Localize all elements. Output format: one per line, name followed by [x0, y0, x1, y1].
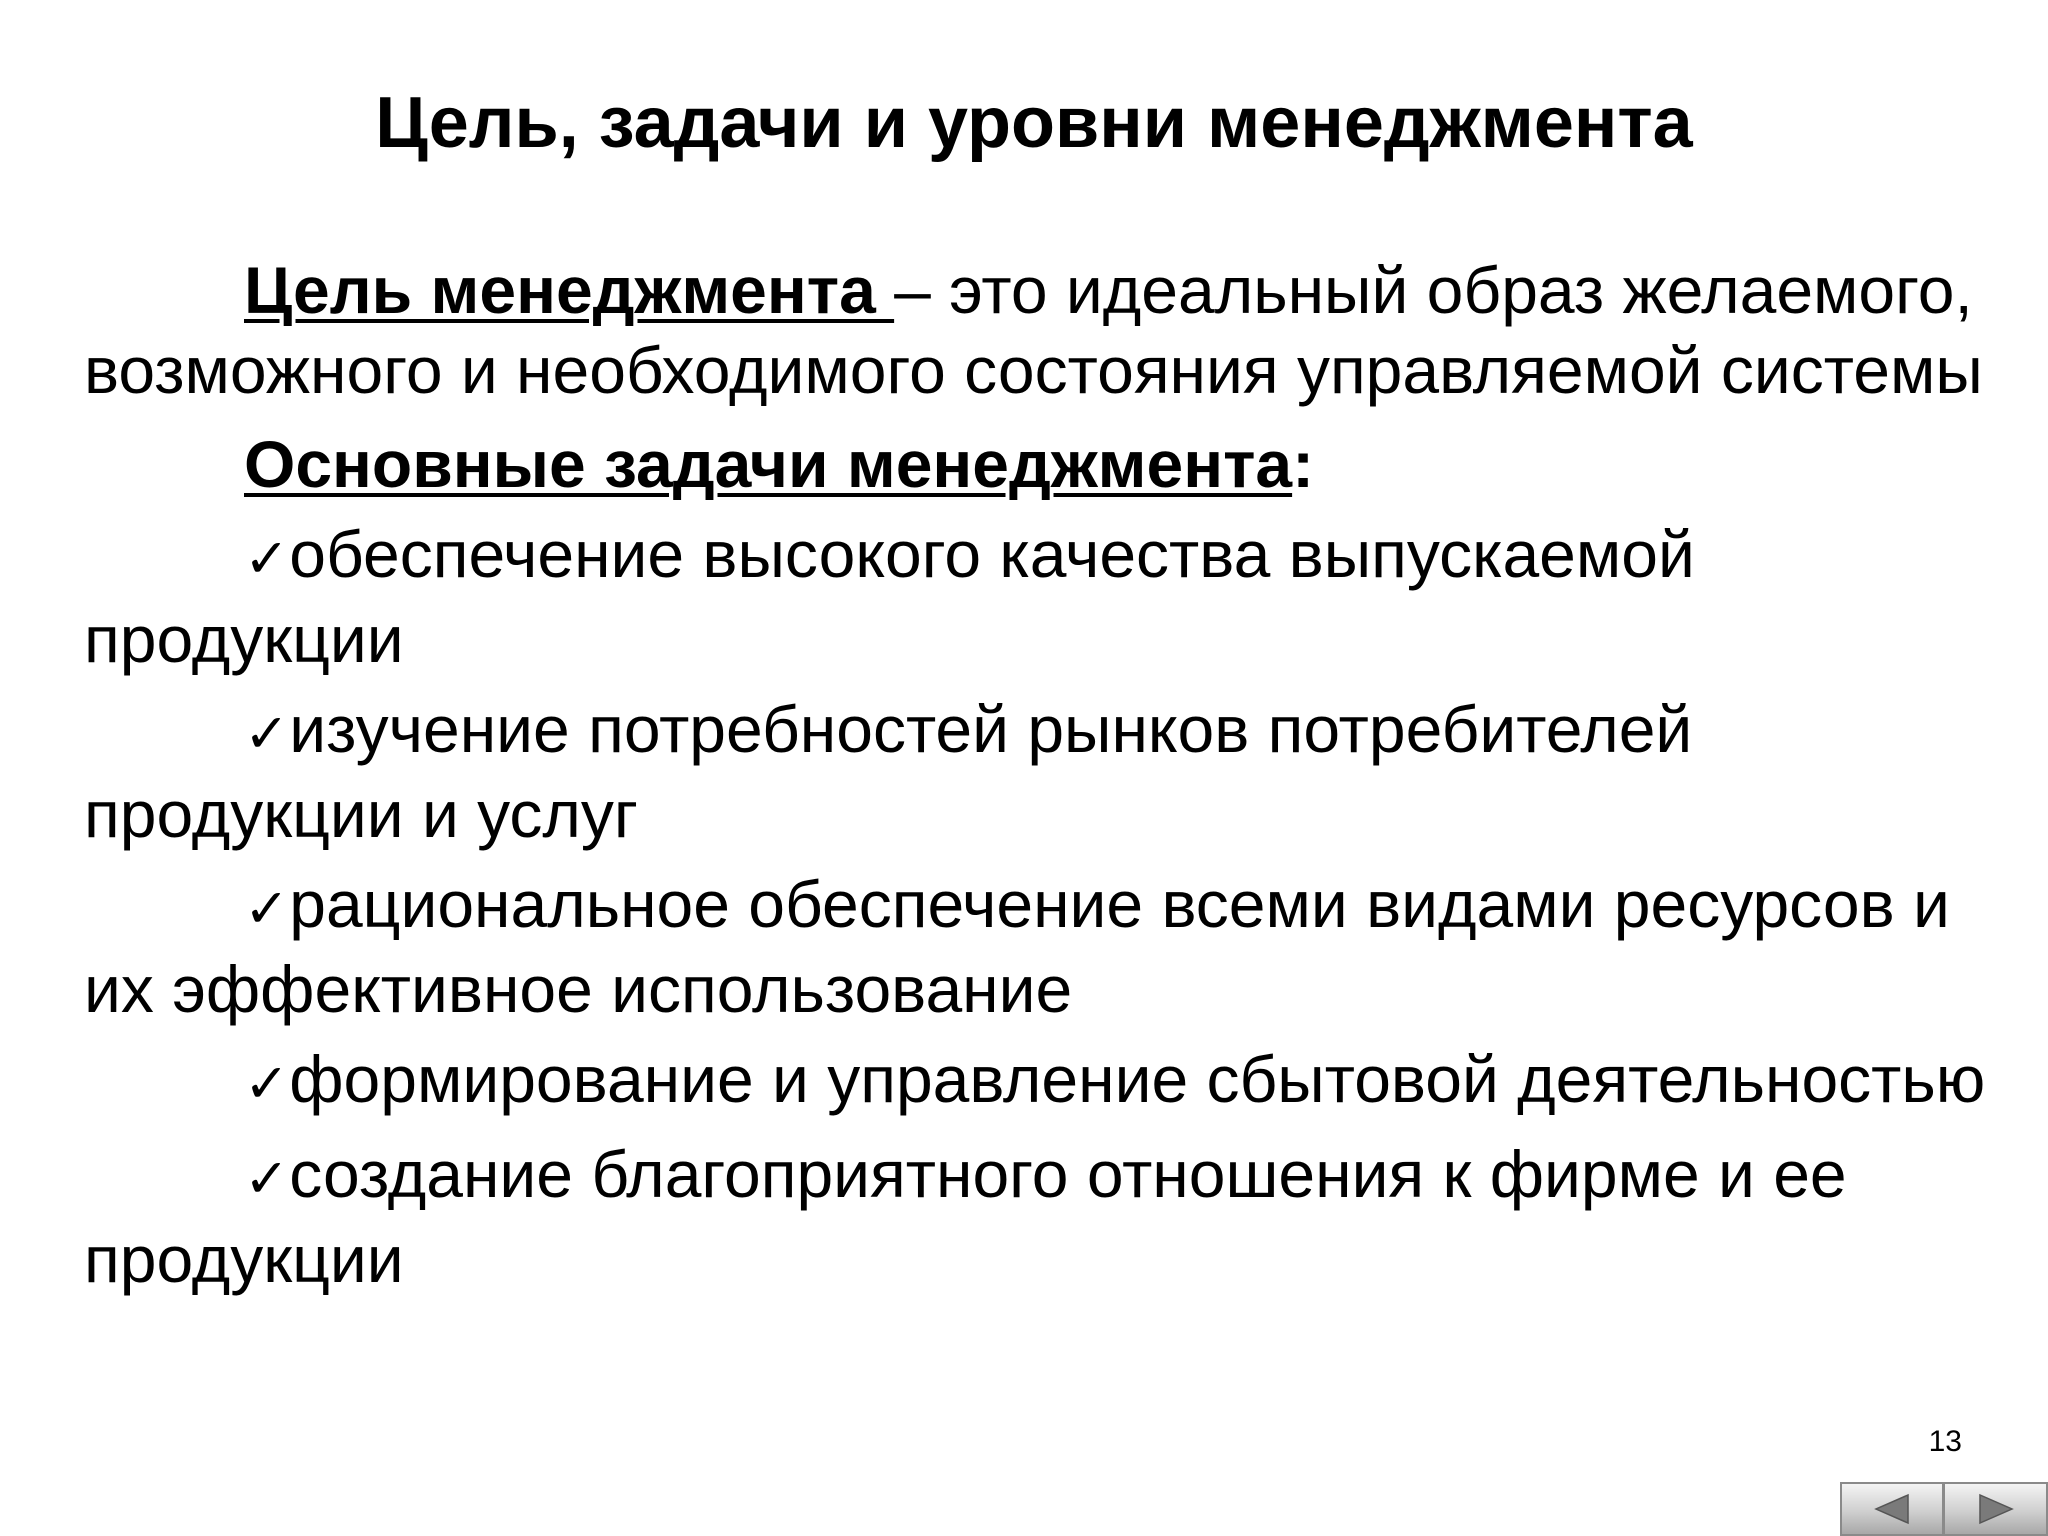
- slide-title: Цель, задачи и уровни менеджмента: [375, 83, 1693, 163]
- next-slide-button[interactable]: [1944, 1482, 2048, 1536]
- tasks-heading: [84, 424, 2014, 504]
- task-item-text: создание благоприятного отношения к фирме и ее продукции: [84, 1137, 1847, 1296]
- triangle-left-icon: [1870, 1492, 1914, 1526]
- triangle-right-icon: [1974, 1492, 2018, 1526]
- goal-paragraph: [84, 250, 2014, 410]
- task-item-text: формирование и управление сбытовой деятельностью: [289, 1042, 1986, 1116]
- tasks-heading-text: Основные задачи менеджмента: [244, 427, 1293, 501]
- goal-definition: – это идеальный образ желаемого, возможного и необходимого состояния управляемой системы: [84, 253, 1983, 407]
- checkmark-icon: ✓: [244, 877, 290, 940]
- slide-body: [84, 250, 2014, 1309]
- checkmark-icon: ✓: [244, 702, 290, 765]
- previous-slide-button[interactable]: [1840, 1482, 1944, 1536]
- task-item: [84, 864, 2014, 1029]
- task-item: [84, 689, 2014, 854]
- checkmark-icon: ✓: [244, 1147, 290, 1210]
- task-item: [84, 514, 2014, 679]
- checkmark-icon: ✓: [244, 1052, 290, 1115]
- task-item-text: обеспечение высокого качества выпускаемой продукции: [84, 517, 1695, 676]
- task-item-text: изучение потребностей рынков потребителей продукции и услуг: [84, 692, 1693, 851]
- goal-term: Цель менеджмента: [244, 253, 895, 327]
- task-item-text: рациональное обеспечение всеми видами ресурсов и их эффективное использование: [84, 867, 1950, 1026]
- task-item: [84, 1134, 2014, 1299]
- checkmark-icon: ✓: [244, 527, 290, 590]
- slide-navigation: [1840, 1482, 2048, 1536]
- page-number: 13: [1928, 1425, 1962, 1458]
- tasks-heading-colon: :: [1292, 427, 1315, 501]
- task-item: [84, 1039, 2014, 1124]
